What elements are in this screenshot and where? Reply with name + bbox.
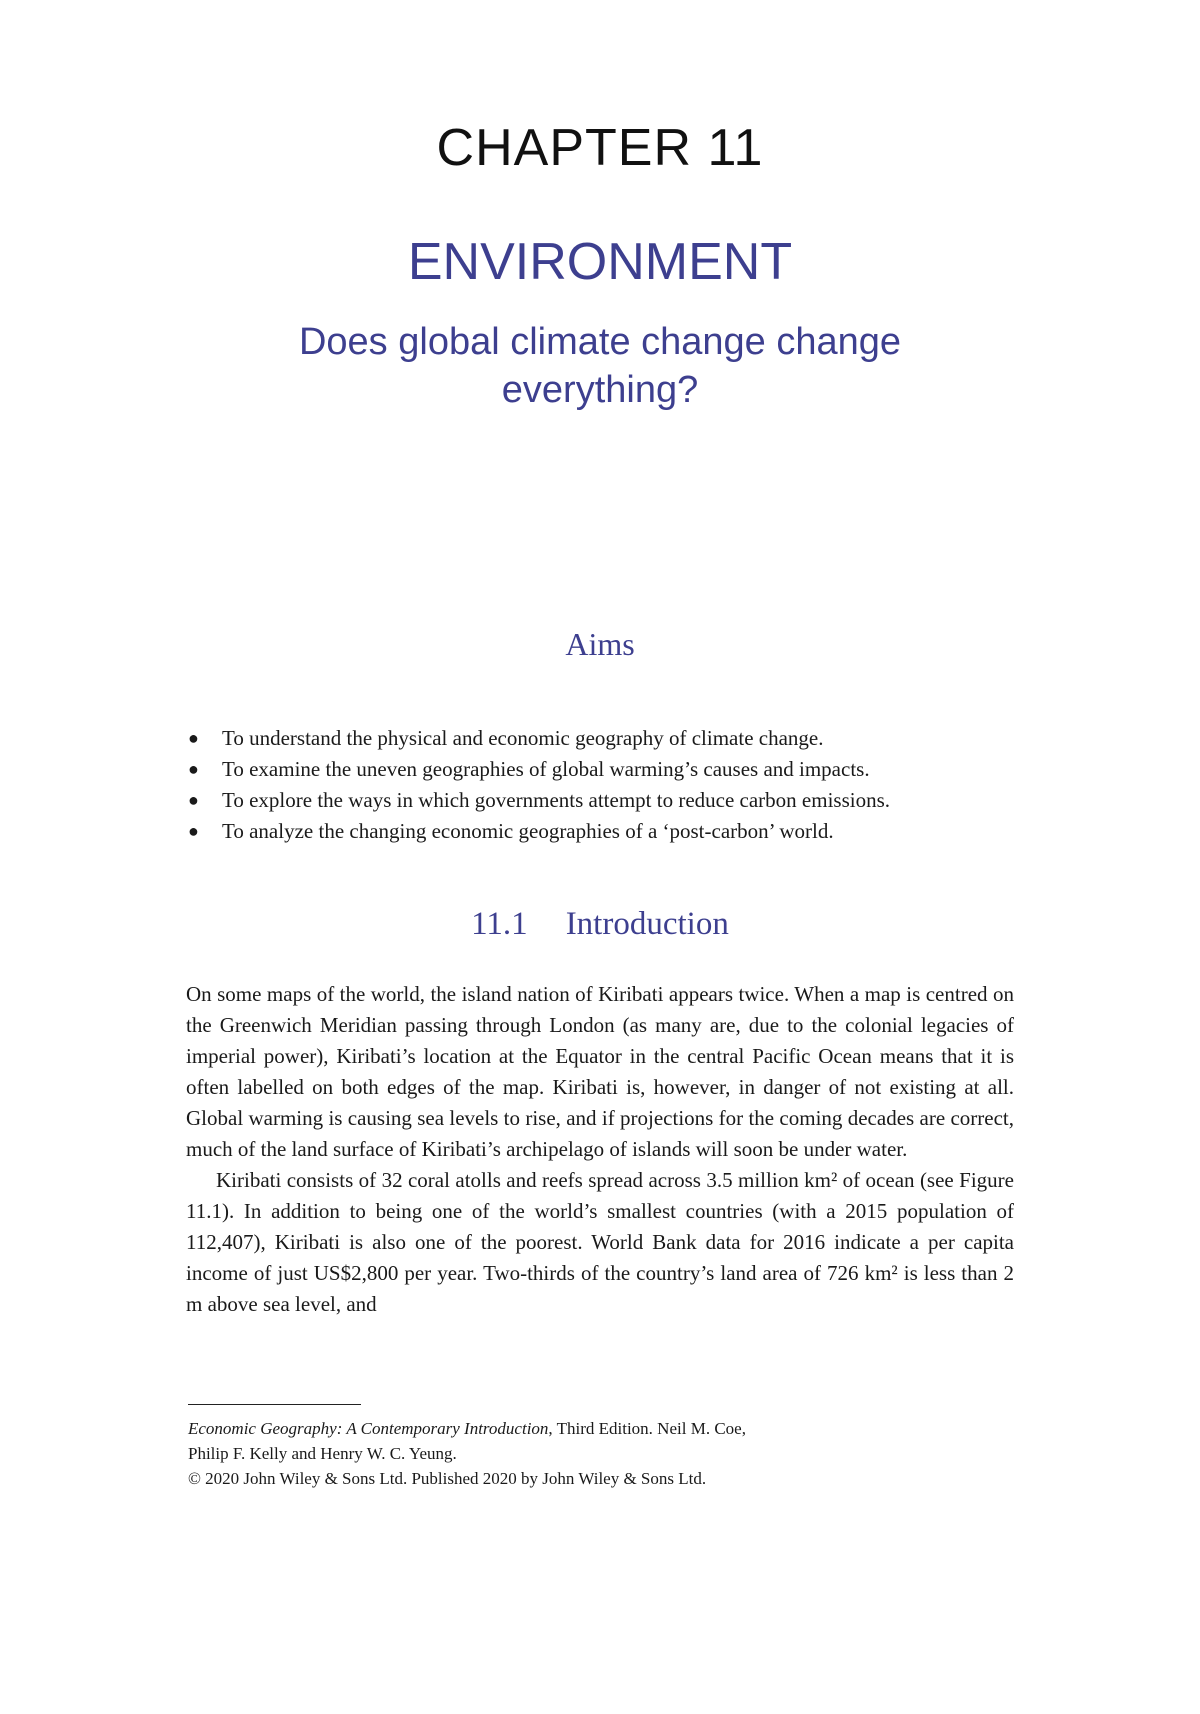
aims-heading: Aims [565, 626, 635, 662]
aims-list-item [186, 785, 1026, 816]
section-number: 11.1 [471, 906, 528, 942]
bullet-icon: ● [188, 728, 199, 748]
footnote-copyright: © 2020 John Wiley & Sons Ltd. Published 2020 by John Wiley & Sons Ltd. [188, 1469, 707, 1488]
bullet-icon: ● [188, 759, 199, 779]
footnote-edition: , Third Edition. Neil M. Coe, [548, 1419, 746, 1438]
aims-item-text: To explore the ways in which governments attempt to reduce carbon emissions. [222, 788, 891, 812]
footnote [188, 1416, 1028, 1491]
aims-list [186, 723, 1026, 847]
footnote-authors: Philip F. Kelly and Henry W. C. Yeung. [188, 1444, 457, 1463]
body-paragraph: Kiribati consists of 32 coral atolls and reefs spread across 3.5 million km² of ocean (see Figure 11.1). In addition to being one of the world’s smallest countries (with a 2015 population of 112,407), Kiribati is also one of the poorest. World Bank data for 2016 indicate a per capita income of just US$2,800 per year. Two-thirds of the country’s land area of 726 km² is less than 2 m above sea level, and [186, 1168, 1014, 1316]
body-paragraph: On some maps of the world, the island nation of Kiribati appears twice. When a map is centred on the Greenwich Meridian passing through London (as many are, due to the colonial legacies of imperial power), Kiribati’s location at the Equator in the central Pacific Ocean means that it is often labelled on both edges of the map. Kiribati is, however, in danger of not existing at all. Global warming is causing sea levels to rise, and if projections for the coming decades are correct, much of the land surface of Kiribati’s archipelago of islands will soon be under water. [186, 982, 1014, 1161]
aims-item-text: To understand the physical and economic geography of climate change. [222, 726, 824, 750]
section-heading [0, 906, 1200, 943]
chapter-title: ENVIRONMENT [407, 233, 793, 291]
aims-item-text: To analyze the changing economic geographies of a ‘post-carbon’ world. [222, 819, 834, 843]
aims-list-item [186, 816, 1026, 847]
aims-item-text: To examine the uneven geographies of global warming’s causes and impacts. [222, 757, 870, 781]
aims-list-item [186, 723, 1026, 754]
footnote-line [188, 1416, 1028, 1441]
chapter-subtitle: Does global climate change change everything? [298, 321, 902, 411]
aims-list-item [186, 754, 1026, 785]
bullet-icon: ● [188, 790, 199, 810]
bullet-icon: ● [188, 821, 199, 841]
footnote-divider [188, 1404, 361, 1405]
body-text [186, 979, 1014, 1320]
chapter-label: CHAPTER 11 [436, 119, 764, 177]
book-title: Economic Geography: A Contemporary Introduction [188, 1419, 549, 1438]
section-title: Introduction [565, 906, 729, 942]
